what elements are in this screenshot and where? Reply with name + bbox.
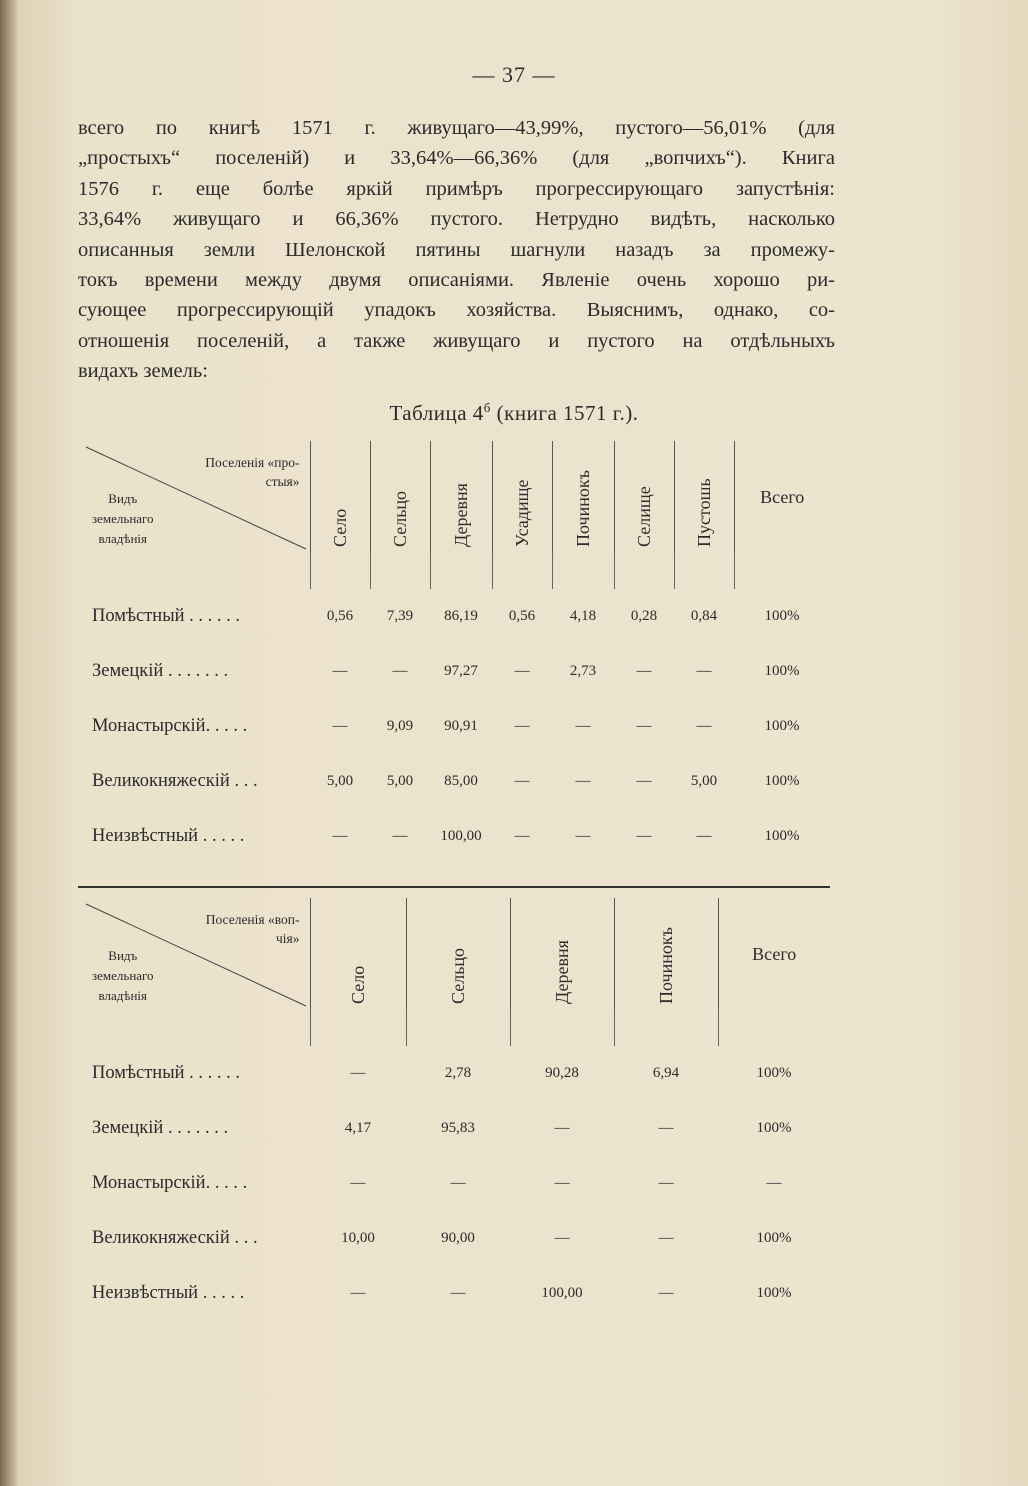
paragraph-line: „простыхъ“ поселеній) и 33,64%—66,36% (для „вопчихъ“). Книга (78, 147, 835, 170)
cell: — (696, 663, 712, 679)
cell: 5,00 (326, 773, 354, 789)
table-simple-settlements (78, 441, 830, 888)
column-header (674, 441, 734, 553)
column-header (614, 898, 718, 1010)
column-label: Сельцо (389, 490, 410, 547)
paragraph-line: токъ времени между двумя описаніями. Явленіе очень хорошо ри- (78, 268, 835, 291)
table-end-row (78, 1321, 830, 1343)
paragraph-line: всего по книгѣ 1571 г. живущаго—43,99%, пустого—56,01% (для (78, 117, 835, 139)
cell: — (332, 718, 348, 734)
total-column-header: Всего (718, 898, 830, 1010)
table-row (78, 1266, 830, 1321)
cell: 0,56 (326, 608, 354, 624)
table-row (78, 754, 830, 809)
column-label: Усадище (511, 479, 532, 547)
paragraph-line: сующее прогрессирующій упадокъ хозяйства. Выяснимъ, однако, со- (78, 299, 835, 322)
cell: — (658, 1120, 674, 1136)
column-header (430, 441, 492, 553)
table-row (78, 809, 830, 864)
row-label: Земецкій . . . . . . . (92, 661, 229, 681)
corner-left-label (92, 489, 154, 549)
column-header (370, 441, 430, 553)
column-header (552, 441, 614, 553)
cell: — (554, 1175, 570, 1191)
cell: 0,28 (630, 608, 658, 624)
table-row (78, 699, 830, 754)
cell: — (392, 663, 408, 679)
caption-superscript: б (483, 400, 491, 415)
cell: 7,39 (386, 608, 414, 624)
table-row (78, 1156, 830, 1211)
table-end-row (78, 864, 830, 887)
corner-header (78, 898, 310, 1010)
cell: 85,00 (444, 773, 478, 789)
cell: — (636, 663, 652, 679)
column-label: Починокъ (655, 927, 676, 1004)
cell: 86,19 (444, 608, 478, 624)
corner-top-text: Поселенія «про- стыя» (205, 455, 300, 489)
column-header (406, 898, 510, 1010)
cell: — (658, 1175, 674, 1191)
table-spacer-row (78, 1010, 830, 1046)
table-caption (0, 400, 1028, 426)
column-label: Починокъ (572, 470, 593, 547)
cell: — (332, 663, 348, 679)
total-cell: 100% (764, 608, 800, 624)
row-label: Монастырскій. . . . . (92, 716, 248, 736)
total-cell: 100% (764, 663, 800, 679)
paragraph-line: отношенія поселеній, а также живущаго и пустого на отдѣльныхъ (78, 329, 835, 352)
column-header (492, 441, 552, 553)
row-label: Помѣстный . . . . . . (92, 606, 241, 626)
cell: — (514, 773, 530, 789)
book-binding-edge (0, 0, 18, 1486)
cell: — (554, 1120, 570, 1136)
cell: — (658, 1285, 674, 1301)
cell: 90,28 (545, 1065, 579, 1081)
column-label: Пустошь (693, 478, 714, 547)
cell: 5,00 (690, 773, 718, 789)
row-label: Неизвѣстный . . . . . (92, 1283, 245, 1303)
cell: 10,00 (341, 1230, 375, 1246)
cell: — (658, 1230, 674, 1246)
total-cell: 100% (756, 1120, 792, 1136)
cell: — (332, 828, 348, 844)
cell: — (696, 828, 712, 844)
table-header-row (78, 441, 830, 553)
table-row (78, 644, 830, 699)
total-cell: 100% (764, 828, 800, 844)
cell: — (575, 773, 591, 789)
paragraph-line: описанныя земли Шелонской пятины шагнули назадъ за промежу- (78, 238, 835, 261)
row-label: Великокняжескій . . . (92, 1228, 258, 1248)
column-header (310, 898, 406, 1010)
cell: 2,73 (569, 663, 597, 679)
corner-top-text: Поселенія «воп- чія» (205, 912, 300, 946)
cell: — (636, 828, 652, 844)
paragraph-line: 33,64% живущаго и 66,36% пустого. Нетрудно видѣть, насколько (78, 208, 835, 231)
cell: — (636, 773, 652, 789)
column-label: Селище (633, 486, 654, 547)
cell: — (350, 1175, 366, 1191)
row-label: Неизвѣстный . . . . . (92, 826, 245, 846)
table-spacer-row (78, 553, 830, 589)
cell: 97,27 (444, 663, 478, 679)
total-cell: — (766, 1175, 782, 1191)
cell: 100,00 (541, 1285, 583, 1301)
table-row (78, 1211, 830, 1266)
row-label: Земецкій . . . . . . . (92, 1118, 229, 1138)
column-header (310, 441, 370, 553)
cell: — (392, 828, 408, 844)
total-cell: 100% (756, 1285, 792, 1301)
total-cell: 100% (764, 773, 800, 789)
caption-prefix: Таблица 4 (389, 401, 484, 425)
table-header-row (78, 898, 830, 1010)
body-paragraph (78, 113, 835, 387)
total-cell: 100% (756, 1065, 792, 1081)
cell: — (450, 1175, 466, 1191)
cell: — (696, 718, 712, 734)
table-row (78, 1101, 830, 1156)
cell: 100,00 (440, 828, 482, 844)
paragraph-line: видахъ земель: (78, 360, 208, 383)
cell: — (514, 718, 530, 734)
cell: 5,00 (386, 773, 414, 789)
cell: 9,09 (386, 718, 414, 734)
cell: — (514, 828, 530, 844)
cell: — (514, 663, 530, 679)
cell: 6,94 (652, 1065, 680, 1081)
table-common-settlements (78, 898, 830, 1343)
corner-header (78, 441, 310, 553)
cell: — (554, 1230, 570, 1246)
cell: 4,18 (569, 608, 597, 624)
page-number: — 37 — (472, 62, 556, 87)
cell: — (575, 718, 591, 734)
cell: 0,56 (508, 608, 536, 624)
row-label: Помѣстный . . . . . . (92, 1063, 241, 1083)
paragraph-line: 1576 г. еще болѣе яркій примѣръ прогрессирующаго запустѣнія: (78, 177, 835, 200)
cell: 90,00 (441, 1230, 475, 1246)
table-row (78, 1046, 830, 1101)
total-cell: 100% (764, 718, 800, 734)
cell: 4,17 (344, 1120, 372, 1136)
cell: — (575, 828, 591, 844)
corner-top-label (206, 910, 300, 948)
corner-left-text: Видъ земельнаго владѣнія (92, 948, 154, 1003)
column-header (510, 898, 614, 1010)
row-label: Великокняжескій . . . (92, 771, 258, 791)
cell: 0,84 (690, 608, 718, 624)
cell: — (450, 1285, 466, 1301)
total-column-header: Всего (734, 441, 830, 553)
corner-top-label (205, 453, 299, 491)
cell: 95,83 (441, 1120, 475, 1136)
table-row (78, 589, 830, 644)
cell: 2,78 (444, 1065, 472, 1081)
cell: 90,91 (444, 718, 478, 734)
cell: — (350, 1285, 366, 1301)
corner-left-label (92, 946, 154, 1006)
column-label: Село (347, 965, 368, 1004)
column-header (614, 441, 674, 553)
total-cell: 100% (756, 1230, 792, 1246)
column-label: Сельцо (447, 947, 468, 1004)
column-label: Деревня (450, 483, 471, 547)
cell: — (350, 1065, 366, 1081)
caption-suffix: (книга 1571 г.). (490, 401, 639, 425)
corner-left-text: Видъ земельнаго владѣнія (92, 491, 154, 546)
column-label: Деревня (551, 940, 572, 1004)
cell: — (636, 718, 652, 734)
row-label: Монастырскій. . . . . (92, 1173, 248, 1193)
column-label: Село (329, 508, 350, 547)
